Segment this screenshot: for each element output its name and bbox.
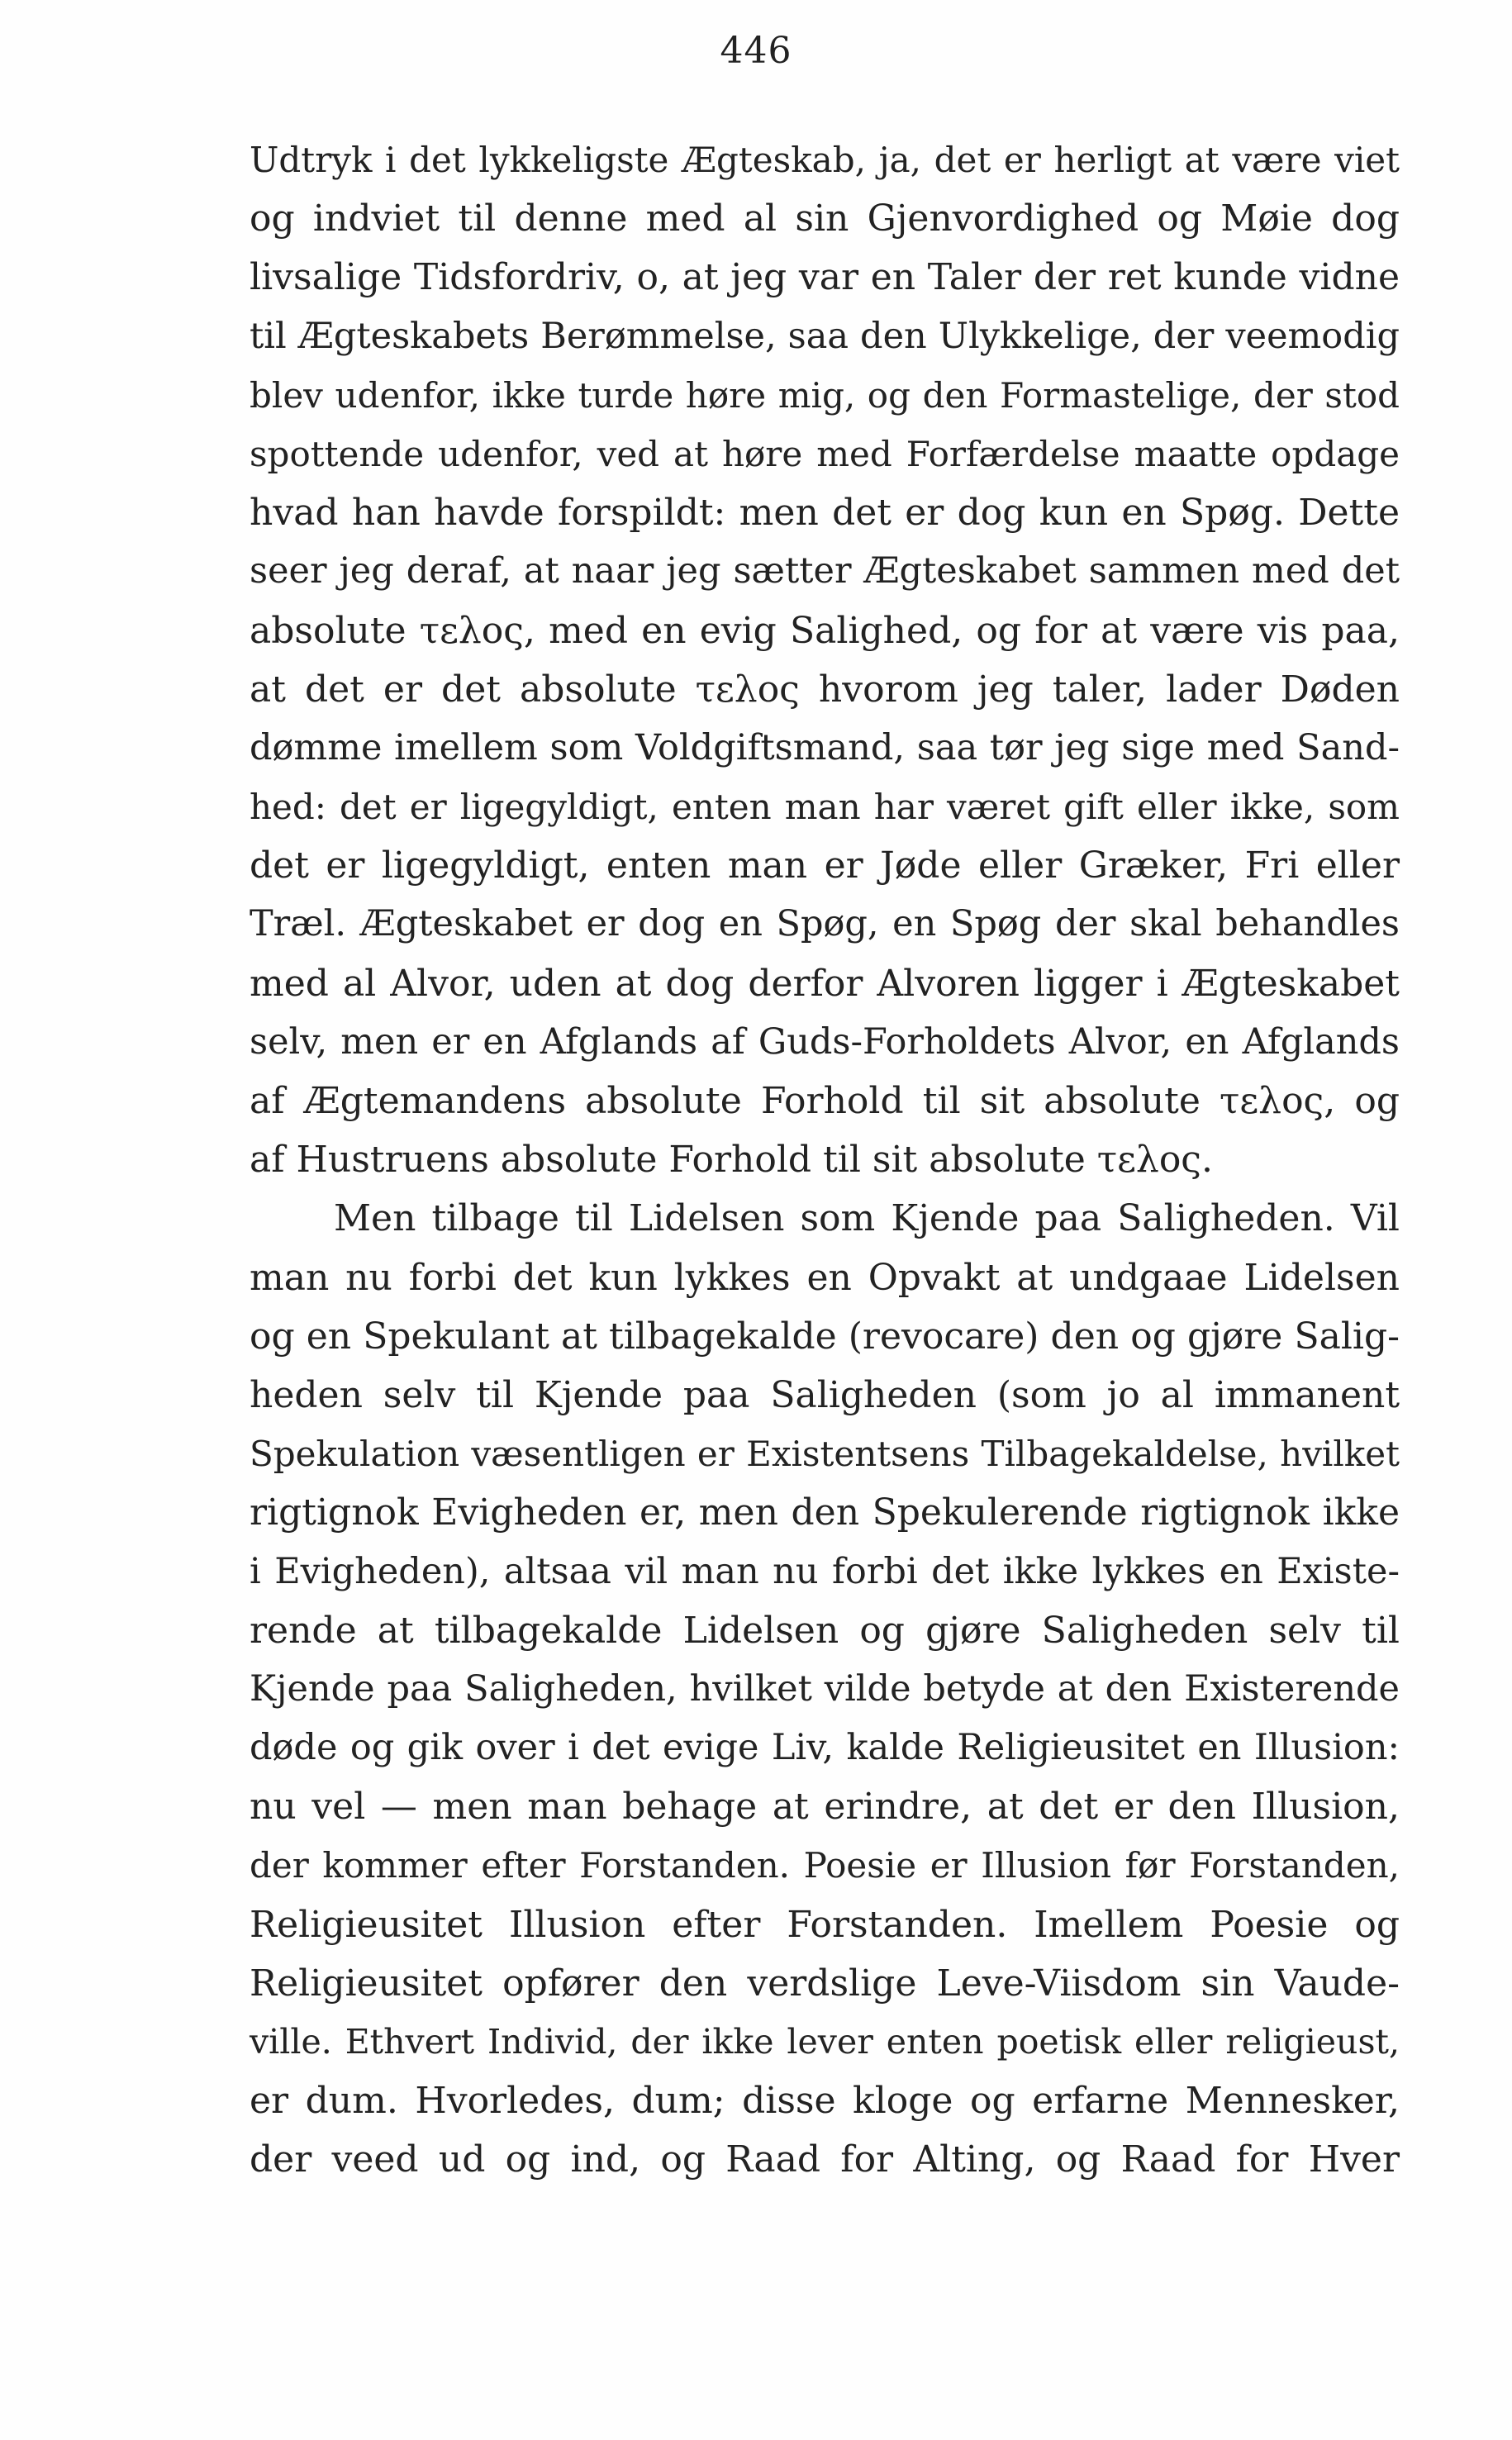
text-line: Religieusitet Illusion efter Forstanden. Imellem Poesie og bbox=[250, 1903, 1400, 1946]
paragraph-end-line: af Hustruens absolute Forhold til sit absolute τελος. bbox=[250, 1139, 1213, 1182]
text-line: nu vel — men man behage at erindre, at det er den Illusion, bbox=[250, 1786, 1400, 1829]
text-line: der kommer efter Forstanden. Poesie er Illusion før Forstanden, bbox=[250, 1845, 1400, 1886]
text-line: selv, men er en Afglands af Guds-Forholdets Alvor, en Afglands bbox=[250, 1020, 1400, 1063]
text-line: heden selv til Kjende paa Saligheden (som jo al immanent bbox=[250, 1373, 1400, 1416]
text-line: ville. Ethvert Individ, der ikke lever enten poetisk eller religieust, bbox=[250, 2022, 1400, 2062]
text-line: rigtignok Evigheden er, men den Spekulerende rigtignok ikke bbox=[250, 1491, 1400, 1534]
text-line: man nu forbi det kun lykkes en Opvakt at undgaae Lidelsen bbox=[250, 1256, 1400, 1299]
text-line: spottende udenfor, ved at høre med Forfærdelse maatte opdage bbox=[250, 433, 1400, 474]
text-line: hed: det er ligegyldigt, enten man har været gift eller ikke, som bbox=[250, 787, 1400, 828]
text-line: og indviet til denne med al sin Gjenvordighed og Møie dog bbox=[250, 197, 1400, 240]
text-line: med al Alvor, uden at dog derfor Alvoren ligger i Ægteskabet bbox=[250, 962, 1400, 1005]
text-line: dømme imellem som Voldgiftsmand, saa tør jeg sige med Sand- bbox=[250, 726, 1400, 768]
text-line: Spekulation væsentligen er Existentsens Tilbagekaldelse, hvilket bbox=[250, 1434, 1400, 1475]
text-line: Træl. Ægteskabet er dog en Spøg, en Spøg der skal behandles bbox=[250, 903, 1400, 945]
text-line: og en Spekulant at tilbagekalde (revocare) den og gjøre Salig- bbox=[250, 1315, 1400, 1358]
text-line: absolute τελος, med en evig Salighed, og for at være vis paa, bbox=[250, 609, 1400, 652]
text-line: at det er det absolute τελος hvorom jeg taler, lader Døden bbox=[250, 668, 1400, 711]
text-line: der veed ud og ind, og Raad for Alting, og Raad for Hver bbox=[250, 2138, 1400, 2181]
text-line: Religieusitet opfører den verdslige Leve-Viisdom sin Vaude- bbox=[250, 1962, 1400, 2005]
text-line: Udtryk i det lykkeligste Ægteskab, ja, det er herligt at være viet bbox=[250, 140, 1400, 180]
text-line: Kjende paa Saligheden, hvilket vilde betyde at den Existerende bbox=[250, 1667, 1400, 1710]
text-line: seer jeg deraf, at naar jeg sætter Ægteskabet sammen med det bbox=[250, 550, 1400, 592]
text-line: døde og gik over i det evige Liv, kalde Religieusitet en Illusion: bbox=[250, 1727, 1400, 1769]
text-line: det er ligegyldigt, enten man er Jøde eller Græker, Fri eller bbox=[250, 844, 1400, 887]
body-text bbox=[250, 131, 1400, 2190]
text-line: blev udenfor, ikke turde høre mig, og den Formastelige, der stod bbox=[250, 374, 1400, 416]
text-line: rende at tilbagekalde Lidelsen og gjøre Saligheden selv til bbox=[250, 1609, 1400, 1652]
text-line: i Evigheden), altsaa vil man nu forbi det ikke lykkes en Existe- bbox=[250, 1550, 1400, 1592]
text-line: er dum. Hvorledes, dum; disse kloge og erfarne Mennesker, bbox=[250, 2080, 1400, 2123]
text-line: til Ægteskabets Berømmelse, saa den Ulykkelige, der veemodig bbox=[250, 315, 1400, 357]
paragraph-start-line: Men tilbage til Lidelsen som Kjende paa Saligheden. Vil bbox=[334, 1197, 1400, 1240]
text-line: hvad han havde forspildt: men det er dog kun en Spøg. Dette bbox=[250, 492, 1400, 535]
page-number: 446 bbox=[720, 30, 792, 72]
text-line: af Ægtemandens absolute Forhold til sit absolute τελος, og bbox=[250, 1080, 1400, 1122]
text-line: livsalige Tidsfordriv, o, at jeg var en Taler der ret kunde vidne bbox=[250, 256, 1400, 299]
